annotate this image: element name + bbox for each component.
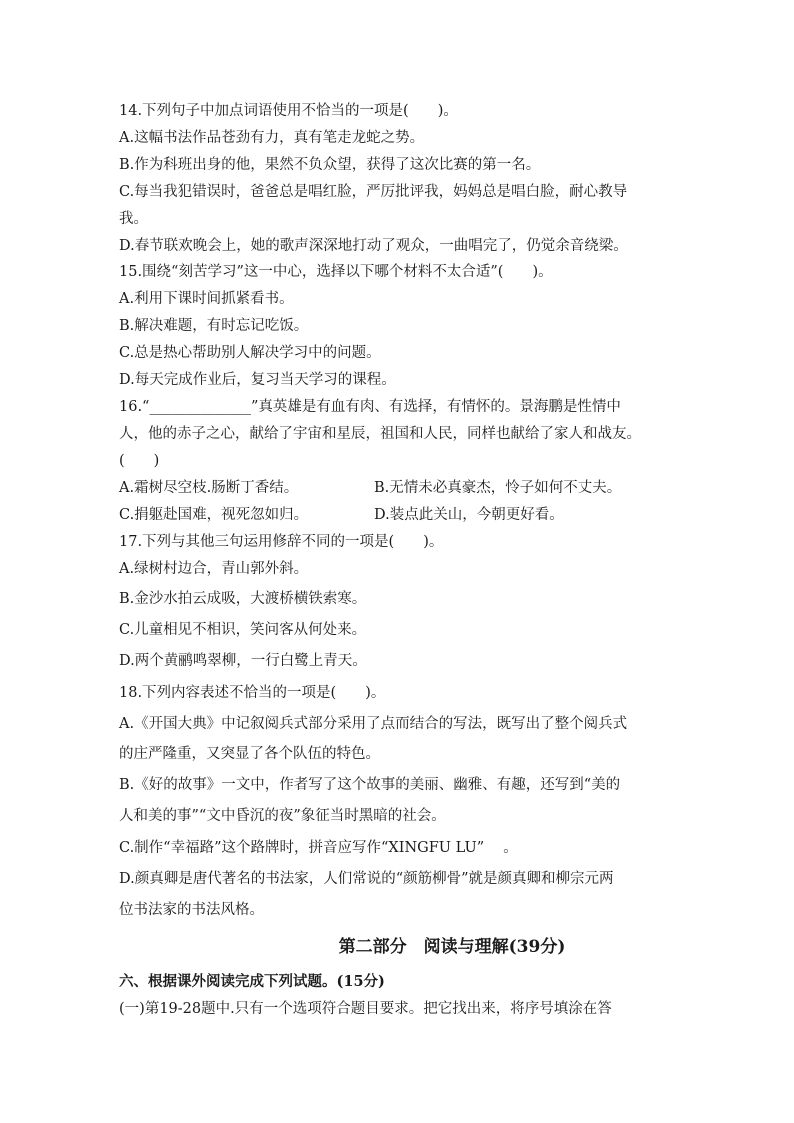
question-14: 14.下列句子中加点词语使用不恰当的一项是( )。 [119, 103, 458, 119]
q16-option-c: C.捐躯赴国难，视死忽如归。 [119, 507, 309, 523]
q18-option-b-cont: 人和美的事”“文中昏沉的夜”象征当时黑暗的社会。 [119, 808, 446, 824]
q17-option-a: A.绿树村边合，青山郭外斜。 [119, 561, 309, 577]
part-two-heading: 第二部分 阅读与理解(39分) [338, 937, 566, 957]
q16-option-d: D.装点此关山，今朝更好看。 [374, 507, 564, 523]
q16-option-a: A.霜树尽空枝.肠断丁香结。 [119, 480, 299, 496]
q17-option-d: D.两个黄鹂鸣翠柳，一行白鹭上青天。 [119, 653, 367, 669]
q15-option-d: D.每天完成作业后，复习当天学习的课程。 [119, 372, 396, 388]
q18-option-d: D.颜真卿是唐代著名的书法家，人们常说的“颜筋柳骨”就是颜真卿和柳宗元两 [119, 871, 614, 887]
q14-option-b: B.作为科班出身的他，果然不负众望，获得了这次比赛的第一名。 [119, 157, 541, 173]
question-16: 16.“______________”真英雄是有血有肉、有选择，有情怀的。景海鹏是性情中 [119, 399, 621, 415]
q17-option-b: B.金沙水拍云成吸，大渡桥横铁索寒。 [119, 591, 367, 607]
section-six-title: 六、根据课外阅读完成下列试题。(15分) [119, 973, 385, 990]
q16-option-b: B.无情未必真豪杰，怜子如何不丈夫。 [374, 480, 622, 496]
q18-option-d-cont: 位书法家的书法风格。 [119, 902, 264, 918]
q15-option-a: A.利用下课时间抓紧看书。 [119, 291, 294, 307]
q18-option-b: B.《好的故事》一文中，作者写了这个故事的美丽、幽雅、有趣，还写到“美的 [119, 777, 621, 793]
section-instructions: (一)第19-28题中.只有一个选项符合题目要求。把它找出来，将序号填涂在答 [119, 1001, 612, 1017]
q14-option-a: A.这幅书法作品苍劲有力，真有笔走龙蛇之势。 [119, 130, 425, 146]
q18-option-a: A.《开国大典》中记叙阅兵式部分采用了点而结合的写法，既写出了整个阅兵式 [119, 716, 628, 732]
q18-option-a-cont: 的庄严隆重，又突显了各个队伍的特色。 [119, 746, 380, 762]
q15-option-b: B.解决难题，有时忘记吃饭。 [119, 318, 309, 334]
question-15: 15.围绕“刻苦学习”这一中心，选择以下哪个材料不太合适”( )。 [119, 264, 553, 280]
q14-option-d: D.春节联欢晚会上，她的歌声深深地打动了观众，一曲唱完了，仍觉余音绕梁。 [119, 238, 628, 254]
q15-option-c: C.总是热心帮助别人解决学习中的问题。 [119, 345, 381, 361]
question-16-cont: 人，他的赤子之心，献给了宇宙和星辰，祖国和人民，同样也献给了家人和战友。 [119, 426, 641, 442]
question-17: 17.下列与其他三句运用修辞不同的一项是( )。 [119, 534, 444, 550]
q14-option-c: C.每当我犯错误时，爸爸总是唱红脸，严厉批评我，妈妈总是唱白脸，耐心教导 [119, 184, 628, 200]
q14-option-c-cont: 我。 [119, 211, 148, 227]
q17-option-c: C.儿童相见不相识，笑问客从何处来。 [119, 622, 367, 638]
q18-option-c: C.制作“幸福路”这个路牌时，拼音应写作“XINGFU LU” 。 [119, 840, 518, 856]
question-16-blank: ( ) [119, 453, 160, 469]
question-18: 18.下列内容表述不恰当的一项是( )。 [119, 685, 386, 701]
